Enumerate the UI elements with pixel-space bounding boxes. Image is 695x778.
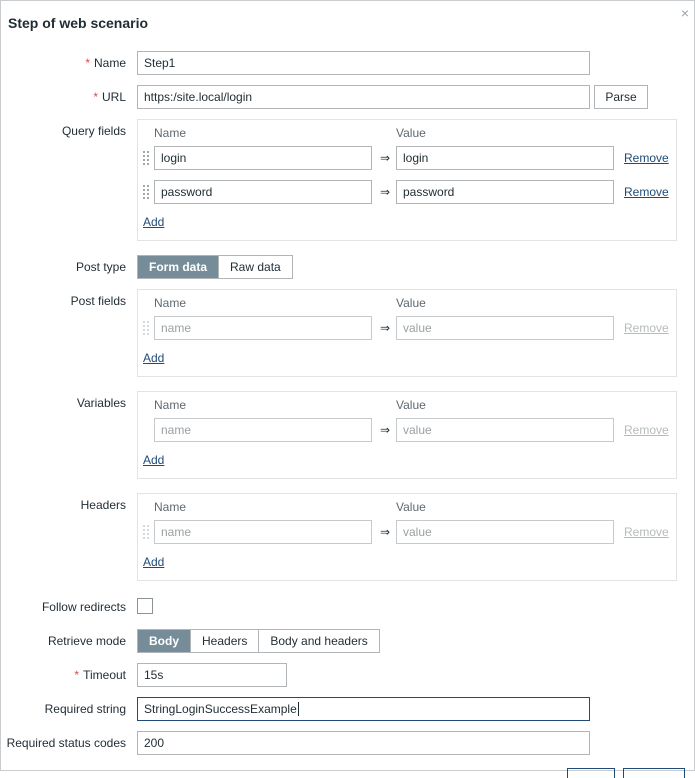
query-field-value-input[interactable]: password xyxy=(396,180,614,204)
required-mark: * xyxy=(85,56,90,70)
header-name-input[interactable]: name xyxy=(154,520,372,544)
arrow-right-icon: ⇒ xyxy=(379,423,391,437)
name-input[interactable]: Step1 xyxy=(137,51,590,75)
post-type-form-data[interactable]: Form data xyxy=(138,256,218,278)
follow-redirects-checkbox[interactable] xyxy=(137,598,153,614)
arrow-right-icon: ⇒ xyxy=(379,185,391,199)
remove-link: Remove xyxy=(624,525,669,539)
variable-value-input[interactable]: value xyxy=(396,418,614,442)
arrow-right-icon: ⇒ xyxy=(379,151,391,165)
timeout-label: * Timeout xyxy=(74,668,126,682)
drag-handle-icon xyxy=(142,320,150,336)
required-string-label: Required string xyxy=(44,702,126,716)
column-header-value: Value xyxy=(396,500,426,514)
post-field-value-input[interactable]: value xyxy=(396,316,614,340)
close-icon[interactable]: × xyxy=(680,5,690,21)
required-status-codes-label: Required status codes xyxy=(6,736,126,750)
arrow-right-icon: ⇒ xyxy=(379,321,391,335)
column-header-value: Value xyxy=(396,398,426,412)
follow-redirects-label: Follow redirects xyxy=(41,600,126,614)
add-header-link[interactable]: Add xyxy=(143,555,165,569)
query-fields-label: Query fields xyxy=(61,124,126,138)
column-header-name: Name xyxy=(154,296,187,310)
query-field-value-input[interactable]: login xyxy=(396,146,614,170)
add-variable-link[interactable]: Add xyxy=(143,453,165,467)
post-type-raw-data[interactable]: Raw data xyxy=(218,256,292,278)
drag-handle-icon[interactable] xyxy=(142,150,150,166)
query-fields-table xyxy=(137,119,677,241)
post-fields-table xyxy=(137,289,677,377)
post-type-segmented-control xyxy=(137,255,293,279)
add-post-field-link[interactable]: Add xyxy=(143,351,165,365)
query-field-name-input[interactable]: login xyxy=(154,146,372,170)
cancel-button[interactable] xyxy=(623,768,685,778)
url-input[interactable]: https:/site.local/login xyxy=(137,85,590,109)
retrieve-mode-segmented-control xyxy=(137,629,380,653)
header-value-input[interactable]: value xyxy=(396,520,614,544)
text-caret xyxy=(298,702,299,716)
variable-name-input[interactable]: name xyxy=(154,418,372,442)
required-status-codes-input[interactable]: 200 xyxy=(137,731,590,755)
column-header-value: Value xyxy=(396,126,426,140)
arrow-right-icon: ⇒ xyxy=(379,525,391,539)
timeout-input[interactable]: 15s xyxy=(137,663,287,687)
post-fields-label: Post fields xyxy=(70,294,126,308)
post-type-label: Post type xyxy=(75,260,126,274)
retrieve-mode-body-and-headers[interactable]: Body and headers xyxy=(258,630,378,652)
query-field-name-input[interactable]: password xyxy=(154,180,372,204)
headers-label: Headers xyxy=(80,498,126,512)
variables-label: Variables xyxy=(76,396,126,410)
required-string-input[interactable]: StringLoginSuccessExample xyxy=(137,697,590,721)
retrieve-mode-headers[interactable]: Headers xyxy=(190,630,258,652)
retrieve-mode-label: Retrieve mode xyxy=(47,634,126,648)
dialog-title: Step of web scenario xyxy=(8,15,149,31)
add-query-field-link[interactable]: Add xyxy=(143,215,165,229)
remove-link[interactable]: Remove xyxy=(624,185,669,199)
remove-link: Remove xyxy=(624,321,669,335)
submit-button[interactable] xyxy=(567,768,615,778)
drag-handle-icon[interactable] xyxy=(142,184,150,200)
drag-handle-icon xyxy=(142,524,150,540)
remove-link[interactable]: Remove xyxy=(624,151,669,165)
parse-button[interactable]: Parse xyxy=(594,85,648,109)
variables-table xyxy=(137,391,677,479)
retrieve-mode-body[interactable]: Body xyxy=(138,630,190,652)
column-header-value: Value xyxy=(396,296,426,310)
headers-table xyxy=(137,493,677,581)
url-label: * URL xyxy=(93,90,126,104)
required-mark: * xyxy=(93,90,98,104)
post-field-name-input[interactable]: name xyxy=(154,316,372,340)
column-header-name: Name xyxy=(154,500,187,514)
name-label: * Name xyxy=(85,56,126,70)
column-header-name: Name xyxy=(154,126,187,140)
remove-link: Remove xyxy=(624,423,669,437)
required-mark: * xyxy=(74,668,80,682)
column-header-name: Name xyxy=(154,398,187,412)
